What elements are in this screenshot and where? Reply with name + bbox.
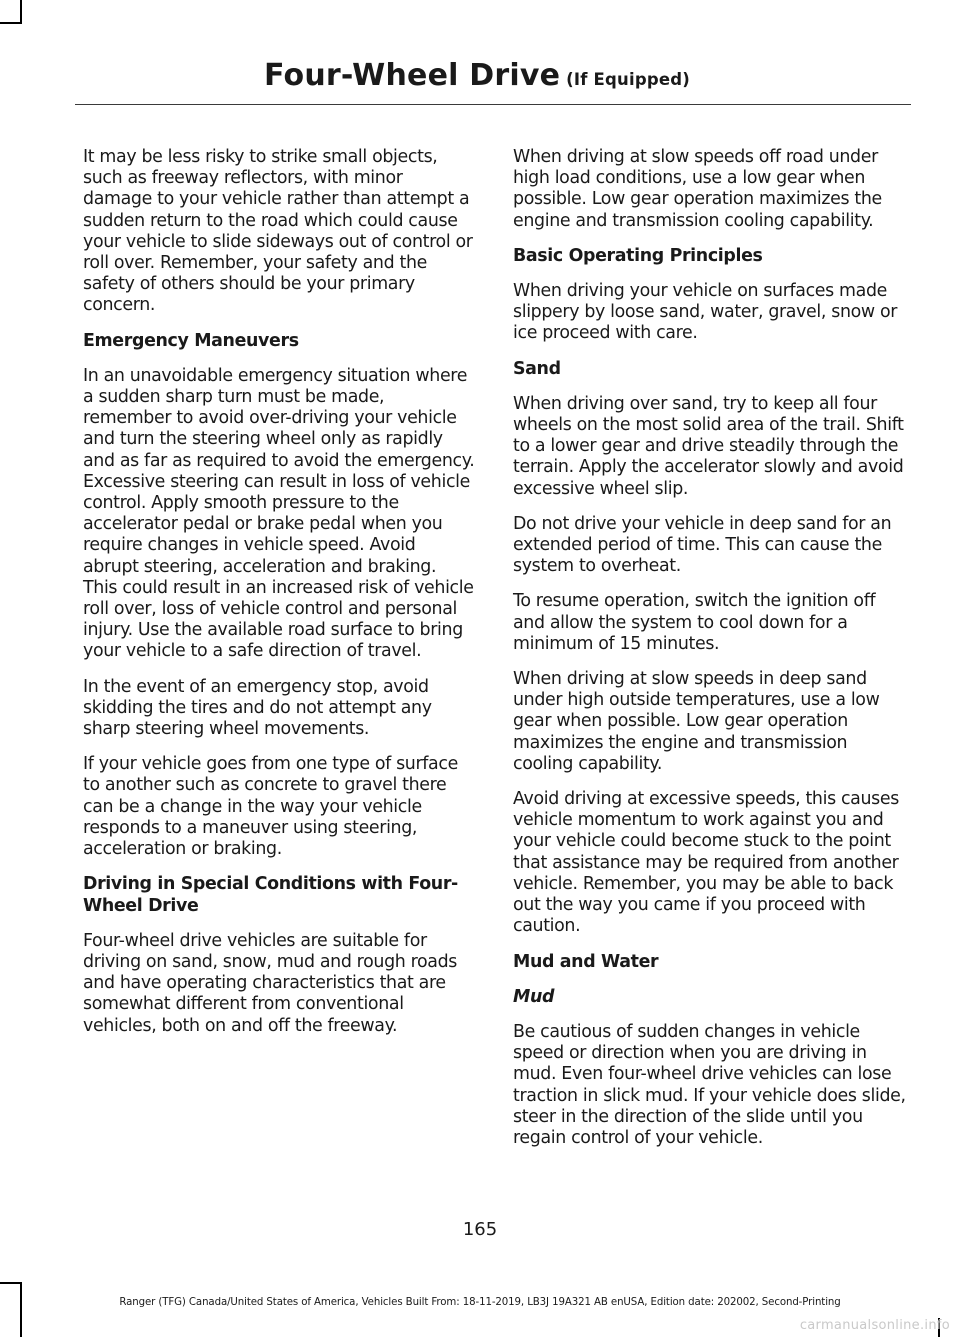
paragraph: To resume operation, switch the ignition off and allow the system to cool down for a minimum of 15 minutes.: [513, 591, 876, 654]
section-heading-special-conditions: Driving in Special Conditions with Four-Wheel Drive: [83, 874, 458, 916]
section-heading-sand: Sand: [513, 358, 561, 379]
paragraph: In the event of an emergency stop, avoid skidding the tires and do not attempt any sharp steering wheel movements.: [83, 676, 432, 740]
paragraph: It may be less risky to strike small objects, such as freeway reflectors, with minor damage to your vehicle rather than attempt a sudden return to the road which could cause your vehicle to slide sideways out of control or roll over. Remember, your safety and the safety of others should be your primary concern.: [83, 147, 473, 316]
title-text: Four-Wheel Drive: [264, 58, 561, 93]
title-subtitle: (If Equipped): [566, 70, 690, 89]
watermark: carmanualsonline.info: [799, 1318, 950, 1333]
footer-text: Ranger (TFG) Canada/United States of America, Vehicles Built From: 18-11-2019, LB3J 19A321 AB enUSA, Edition date: 202002, Second-Printing: [119, 1297, 841, 1308]
crop-mark-top-left: [20, 0, 22, 24]
paragraph: When driving your vehicle on surfaces made slippery by loose sand, water, gravel, snow or ice proceed with care.: [513, 281, 898, 344]
left-column: [83, 147, 475, 1051]
paragraph: When driving at slow speeds in deep sand under high outside temperatures, use a low gear when possible. Low gear operation maximizes the engine and transmission cooling capability.: [513, 669, 880, 774]
paragraph: When driving at slow speeds off road under high load conditions, use a low gear when possible. Low gear operation maximizes the engine and transmission cooling capability.: [513, 147, 882, 231]
paragraph: If your vehicle goes from one type of surface to another such as concrete to gravel there can be a change in the way your vehicle responds to a maneuver using steering, acceleration or braking.: [83, 754, 458, 860]
paragraph: In an unavoidable emergency situation where a sudden sharp turn must be made, remember to avoid over-driving your vehicle and turn the steering wheel only as rapidly and as far as required to avoid the emergency. Excessive steering can result in loss of vehicle control. Apply smooth pressure to the accelerator pedal or brake pedal when you require changes in vehicle speed. Avoid abrupt steering, acceleration and braking. This could result in an increased risk of vehicle roll over, loss of vehicle control and personal injury. Use the available road surface to bring your vehicle to a safe direction of travel.: [83, 365, 475, 662]
header-rule: [75, 104, 911, 105]
subsection-heading-mud: Mud: [513, 986, 555, 1007]
paragraph: When driving over sand, try to keep all four wheels on the most solid area of the trail. Shift to a lower gear and drive steadily through the terrain. Apply the accelerator slowly and avoid excessive wheel slip.: [513, 393, 904, 499]
section-heading-basic-principles: Basic Operating Principles: [513, 245, 763, 266]
paragraph: Do not drive your vehicle in deep sand for an extended period of time. This can cause the system to overheat.: [513, 513, 892, 577]
right-column: [513, 147, 909, 1163]
page-title: [264, 58, 690, 93]
crop-mark-top-left-h: [0, 22, 22, 24]
paragraph: Avoid driving at excessive speeds, this causes vehicle momentum to work against you and your vehicle could become stuck to the point that assistance may be required from another vehicle. Remember, you may be able to back out the way you came if you proceed with caution.: [513, 789, 899, 937]
crop-mark-bottom-left-h: [0, 1282, 22, 1284]
crop-mark-bottom-left: [20, 1282, 22, 1337]
paragraph: Be cautious of sudden changes in vehicle speed or direction when you are driving in mud. Even four-wheel drive vehicles can lose traction in slick mud. If your vehicle does slide, steer in the direction of the slide until you regain control of your vehicle.: [513, 1021, 906, 1148]
page-number: 165: [462, 1219, 498, 1240]
section-heading-emergency-maneuvers: Emergency Maneuvers: [83, 330, 299, 351]
section-heading-mud-and-water: Mud and Water: [513, 951, 659, 972]
paragraph: Four-wheel drive vehicles are suitable for driving on sand, snow, mud and rough roads and have operating characteristics that are somewhat different from conventional vehicles, both on and off the freeway.: [83, 930, 458, 1036]
